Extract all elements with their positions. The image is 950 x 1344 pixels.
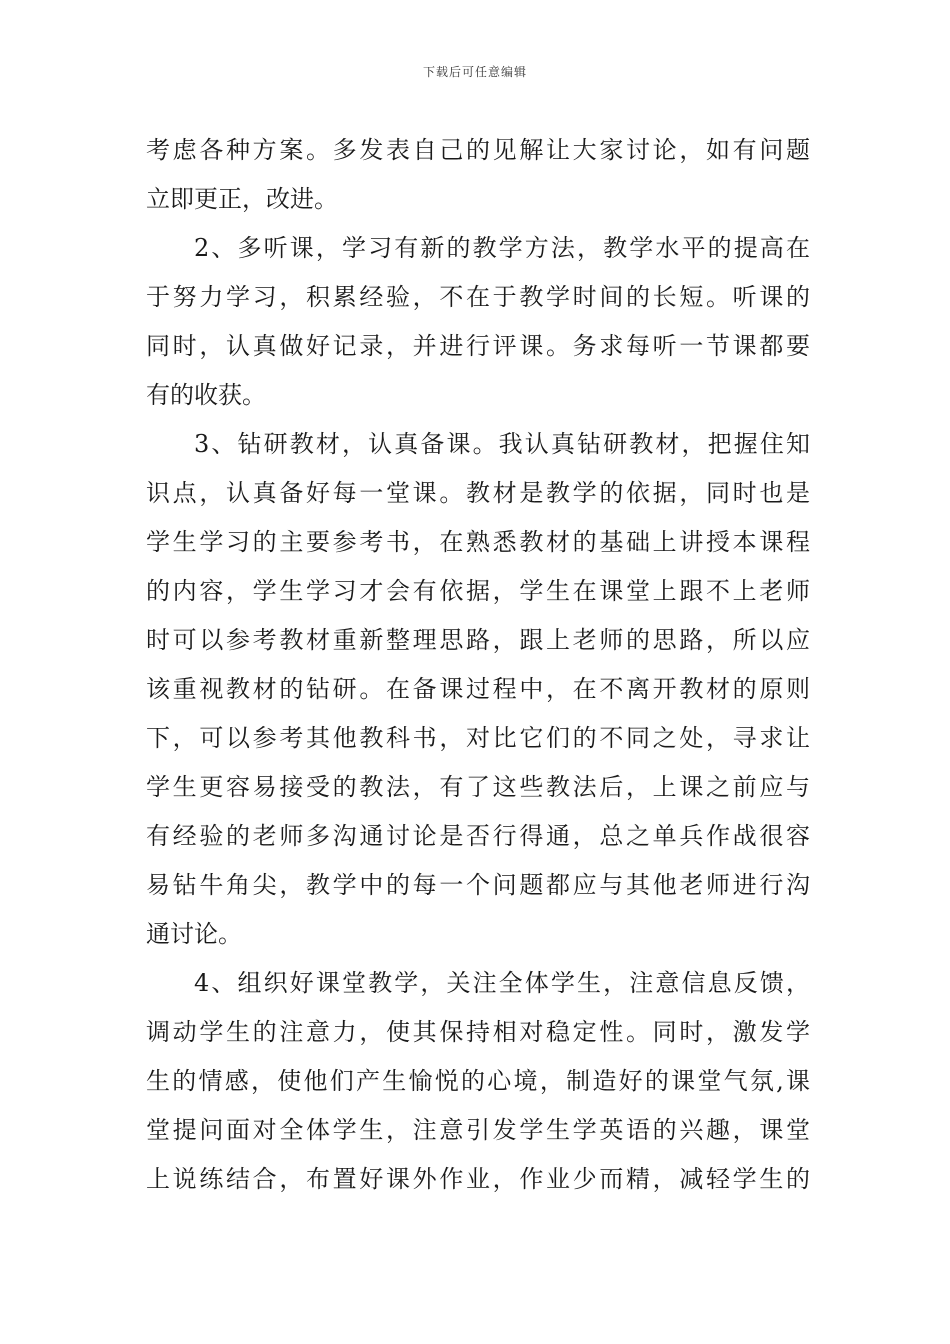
text-line: 有的收获。 [146,381,266,409]
text-line: 调动学生的注意力，使其保持相对稳定性。同时，激发学 [146,1018,810,1046]
text-line: 学生学习的主要参考书，在熟悉教材的基础上讲授本课程 [146,528,810,556]
text-line: 通讨论。 [146,920,242,948]
text-line: 同时，认真做好记录，并进行评课。务求每听一节课都要 [146,332,810,360]
paragraph-first-line: 4、组织好课堂教学，关注全体学生，注意信息反馈， [194,969,810,997]
text-line: 学生更容易接受的教法，有了这些教法后，上课之前应与 [146,773,810,801]
text-line: 的内容，学生学习才会有依据，学生在课堂上跟不上老师 [146,577,810,605]
document-body [146,126,810,1204]
text-line: 上说练结合，布置好课外作业，作业少而精，减轻学生的 [146,1165,810,1193]
text-line: 识点，认真备好每一堂课。教材是教学的依据，同时也是 [146,479,810,507]
text-line: 立即更正，改进。 [146,185,338,213]
text-line: 易钻牛角尖，教学中的每一个问题都应与其他老师进行沟 [146,871,810,899]
text-line: 生的情感，使他们产生愉悦的心境，制造好的课堂气氛,课 [146,1067,810,1095]
text-line: 于努力学习，积累经验，不在于教学时间的长短。听课的 [146,283,810,311]
text-line: 该重视教材的钻研。在备课过程中，在不离开教材的原则 [146,675,810,703]
text-line: 堂提问面对全体学生，注意引发学生学英语的兴趣，课堂 [146,1116,810,1144]
text-line: 考虑各种方案。多发表自己的见解让大家讨论，如有问题 [146,136,810,164]
page-header: 下载后可任意编辑 [422,65,527,79]
text-line: 有经验的老师多沟通讨论是否行得通，总之单兵作战很容 [146,822,810,850]
paragraph-first-line: 3、钻研教材，认真备课。我认真钻研教材，把握住知 [194,430,810,458]
paragraph-first-line: 2、多听课，学习有新的教学方法，教学水平的提高在 [194,234,810,262]
text-line: 时可以参考教材重新整理思路，跟上老师的思路，所以应 [146,626,810,654]
text-line: 下，可以参考其他教科书，对比它们的不同之处，寻求让 [146,724,810,752]
